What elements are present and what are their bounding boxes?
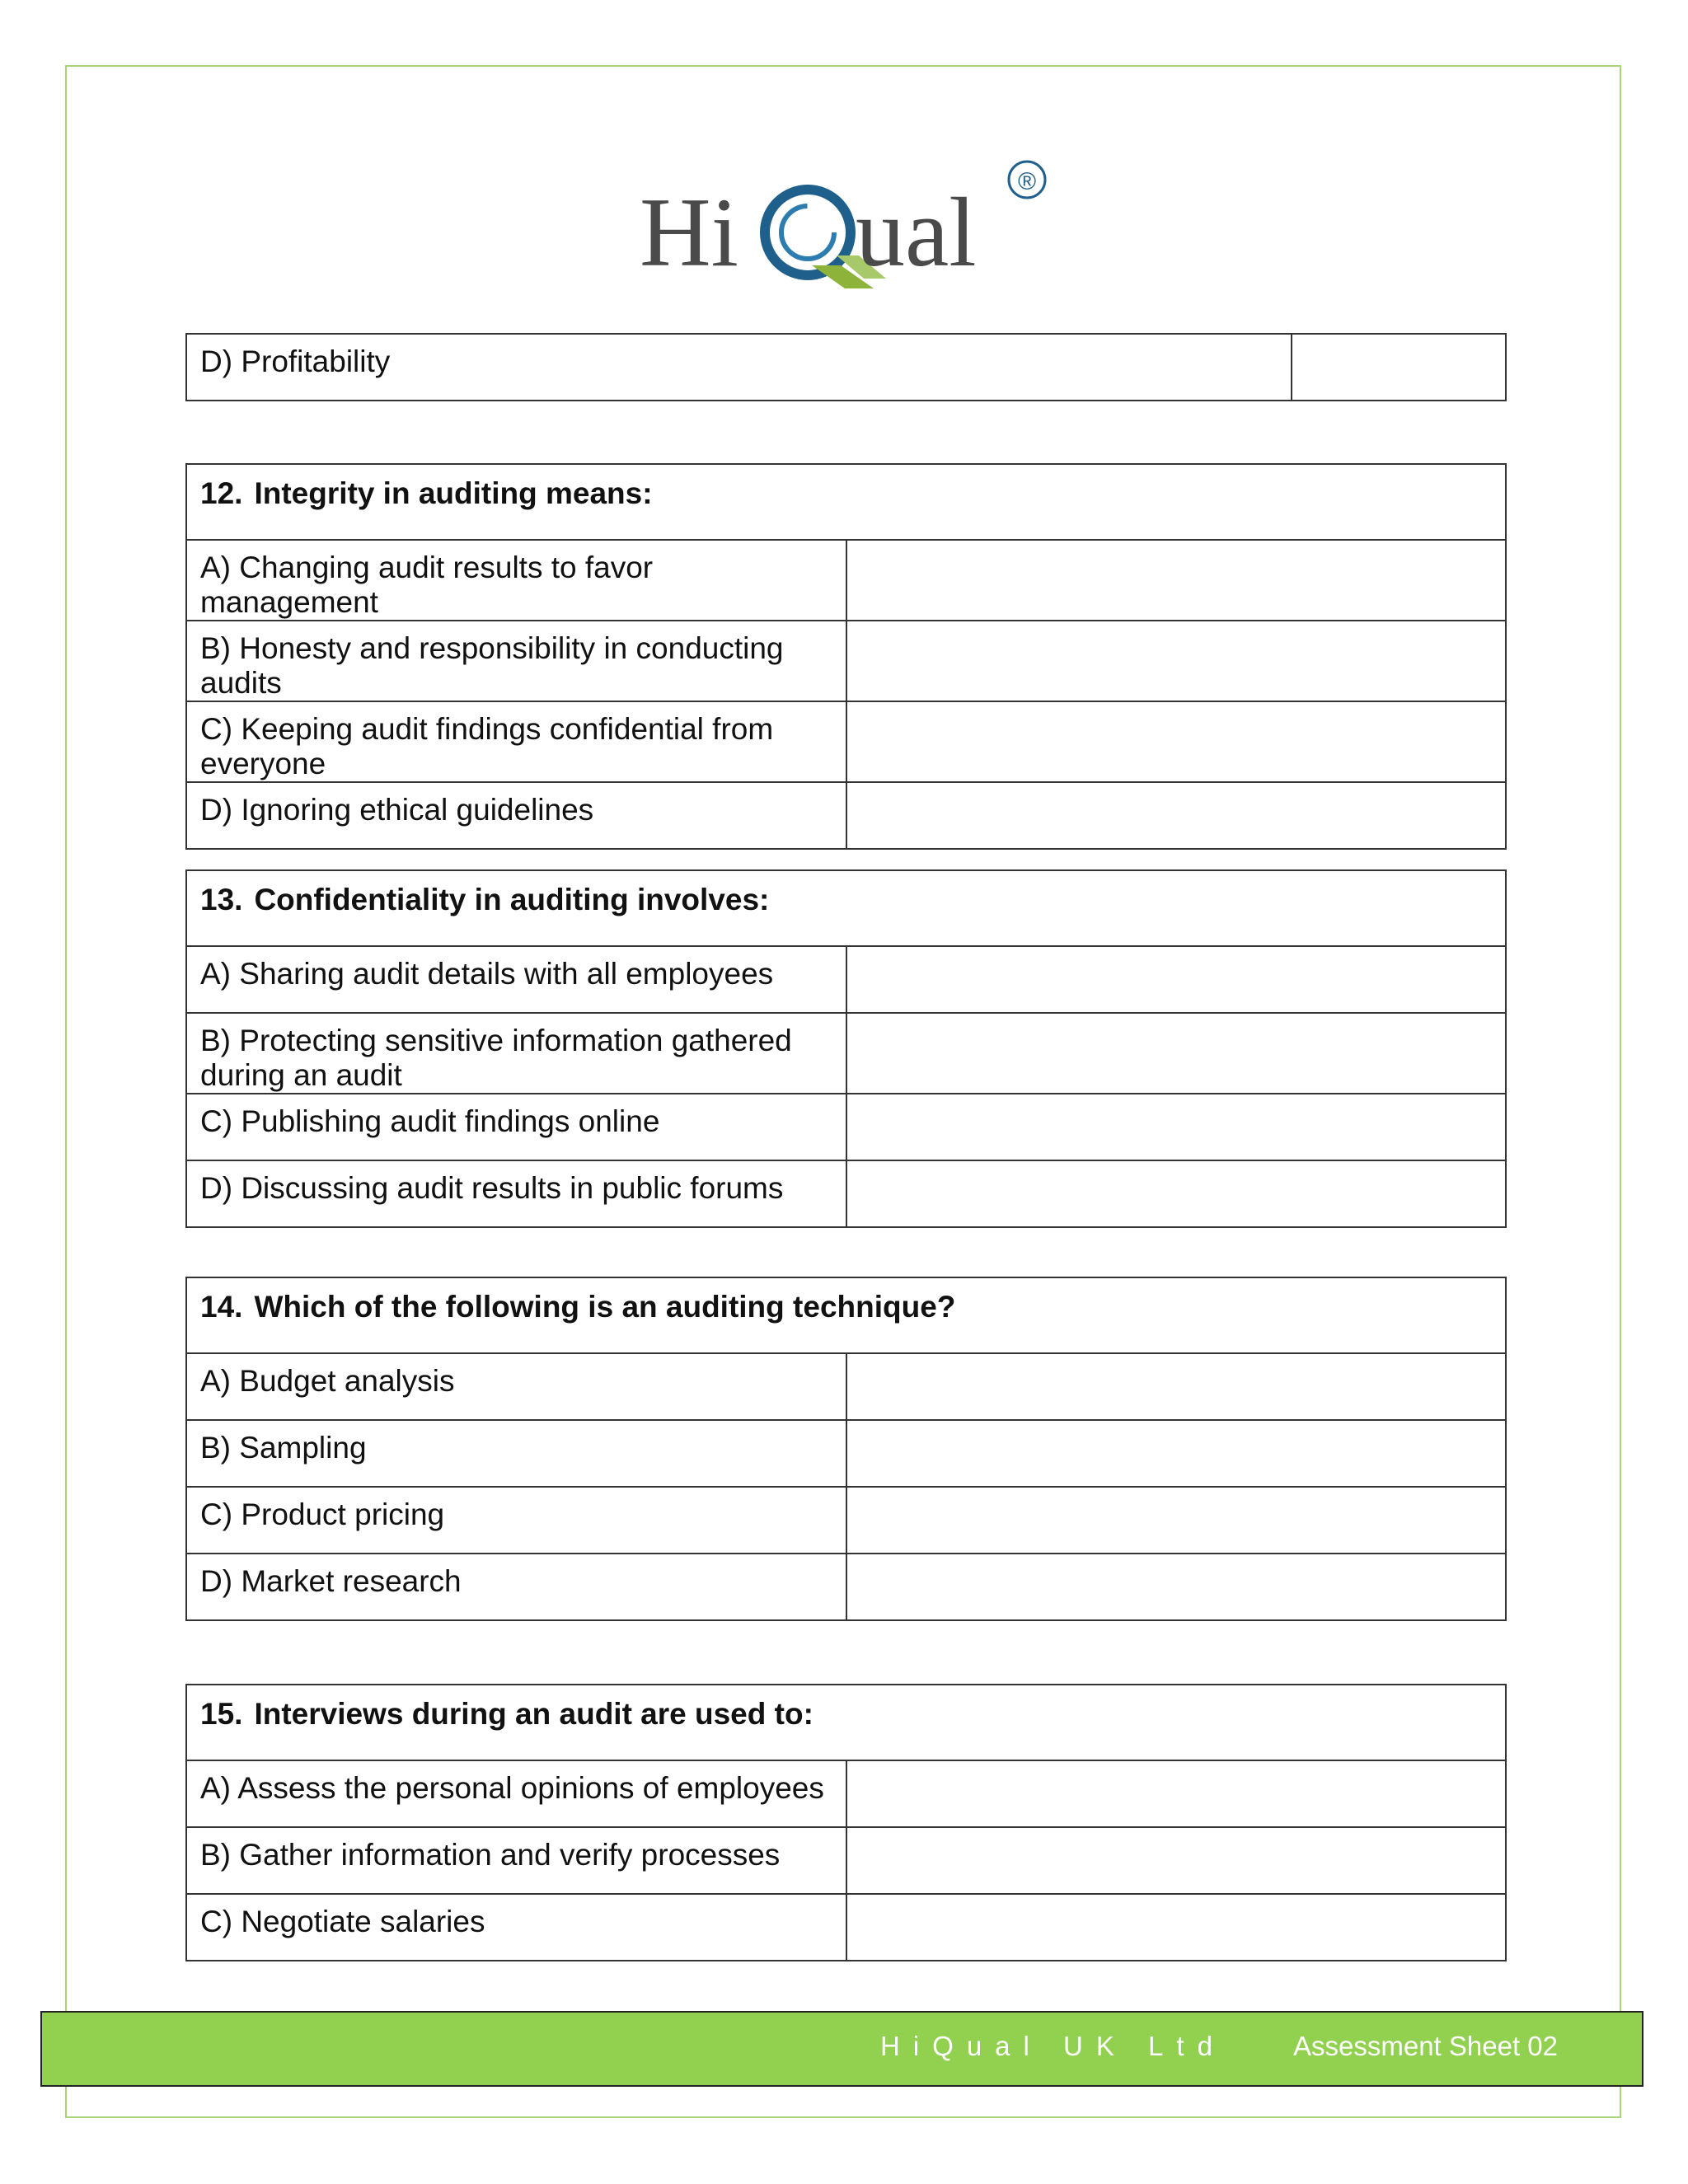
option-text: C) Publishing audit findings online <box>186 1094 846 1160</box>
option-row <box>186 1420 1506 1487</box>
question-number: 13. <box>200 883 243 916</box>
answer-box[interactable] <box>846 1487 1507 1554</box>
option-text: B) Honesty and responsibility in conducting audits <box>186 621 846 701</box>
answer-box[interactable] <box>846 1554 1507 1620</box>
option-row <box>186 946 1506 1013</box>
answer-box[interactable] <box>846 1353 1507 1420</box>
option-row <box>186 782 1506 849</box>
question-13 <box>185 869 1507 1228</box>
answer-box[interactable] <box>846 1420 1507 1487</box>
option-row <box>186 540 1506 621</box>
question-15 <box>185 1684 1507 1961</box>
option-row <box>186 701 1506 782</box>
option-text: D) Discussing audit results in public forums <box>186 1160 846 1227</box>
option-row <box>186 1894 1506 1961</box>
answer-box[interactable] <box>846 1094 1507 1160</box>
answer-box[interactable] <box>846 1013 1507 1094</box>
question-heading <box>186 1685 1506 1760</box>
answer-box[interactable] <box>1292 334 1506 401</box>
option-row <box>186 621 1506 701</box>
option-row <box>186 334 1506 401</box>
question-heading <box>186 464 1506 540</box>
option-row <box>186 1094 1506 1160</box>
answer-box[interactable] <box>846 1160 1507 1227</box>
question-text: Which of the following is an auditing technique? <box>254 1290 956 1324</box>
logo-swirl-icon <box>765 190 851 275</box>
question-number: 12. <box>200 476 243 510</box>
question-number: 15. <box>200 1697 243 1731</box>
footer-bar <box>40 2011 1643 2087</box>
option-row <box>186 1353 1506 1420</box>
option-text: C) Negotiate salaries <box>186 1894 846 1961</box>
logo-text-hi: Hi <box>640 177 738 287</box>
question-text: Interviews during an audit are used to: <box>254 1697 814 1731</box>
option-row <box>186 1160 1506 1227</box>
option-text: B) Sampling <box>186 1420 846 1487</box>
answer-box[interactable] <box>846 701 1507 782</box>
option-row <box>186 1827 1506 1894</box>
option-row <box>186 1760 1506 1827</box>
option-text: A) Sharing audit details with all employees <box>186 946 846 1013</box>
option-text: C) Keeping audit findings confidential from everyone <box>186 701 846 782</box>
answer-box[interactable] <box>846 782 1507 849</box>
question-text: Integrity in auditing means: <box>254 476 653 510</box>
question-12 <box>185 463 1507 850</box>
option-text: B) Gather information and verify processes <box>186 1827 846 1894</box>
footer-sheet-label: Assessment Sheet 02 <box>1293 2031 1559 2061</box>
option-text: A) Assess the personal opinions of employees <box>186 1760 846 1827</box>
option-text: D) Profitability <box>186 334 1292 401</box>
question-heading <box>186 1277 1506 1353</box>
option-row <box>186 1487 1506 1554</box>
option-text: D) Market research <box>186 1554 846 1620</box>
option-text: D) Ignoring ethical guidelines <box>186 782 846 849</box>
answer-box[interactable] <box>846 946 1507 1013</box>
answer-box[interactable] <box>846 1894 1507 1961</box>
question-number: 14. <box>200 1290 243 1324</box>
answer-box[interactable] <box>846 540 1507 621</box>
answer-box[interactable] <box>846 1760 1507 1827</box>
question-heading <box>186 870 1506 946</box>
hiqual-logo <box>635 157 1063 297</box>
answer-box[interactable] <box>846 621 1507 701</box>
question-11-continuation <box>185 333 1507 401</box>
svg-text:®: ® <box>1018 168 1037 195</box>
option-text: B) Protecting sensitive information gathered during an audit <box>186 1013 846 1094</box>
logo-text-ual: ual <box>856 177 977 287</box>
option-row <box>186 1013 1506 1094</box>
option-row <box>186 1554 1506 1620</box>
option-text: A) Budget analysis <box>186 1353 846 1420</box>
question-14 <box>185 1277 1507 1621</box>
answer-box[interactable] <box>846 1827 1507 1894</box>
option-text: C) Product pricing <box>186 1487 846 1554</box>
option-text: A) Changing audit results to favor management <box>186 540 846 621</box>
footer-company: HiQual UK Ltd <box>880 2031 1226 2061</box>
question-text: Confidentiality in auditing involves: <box>254 883 770 916</box>
